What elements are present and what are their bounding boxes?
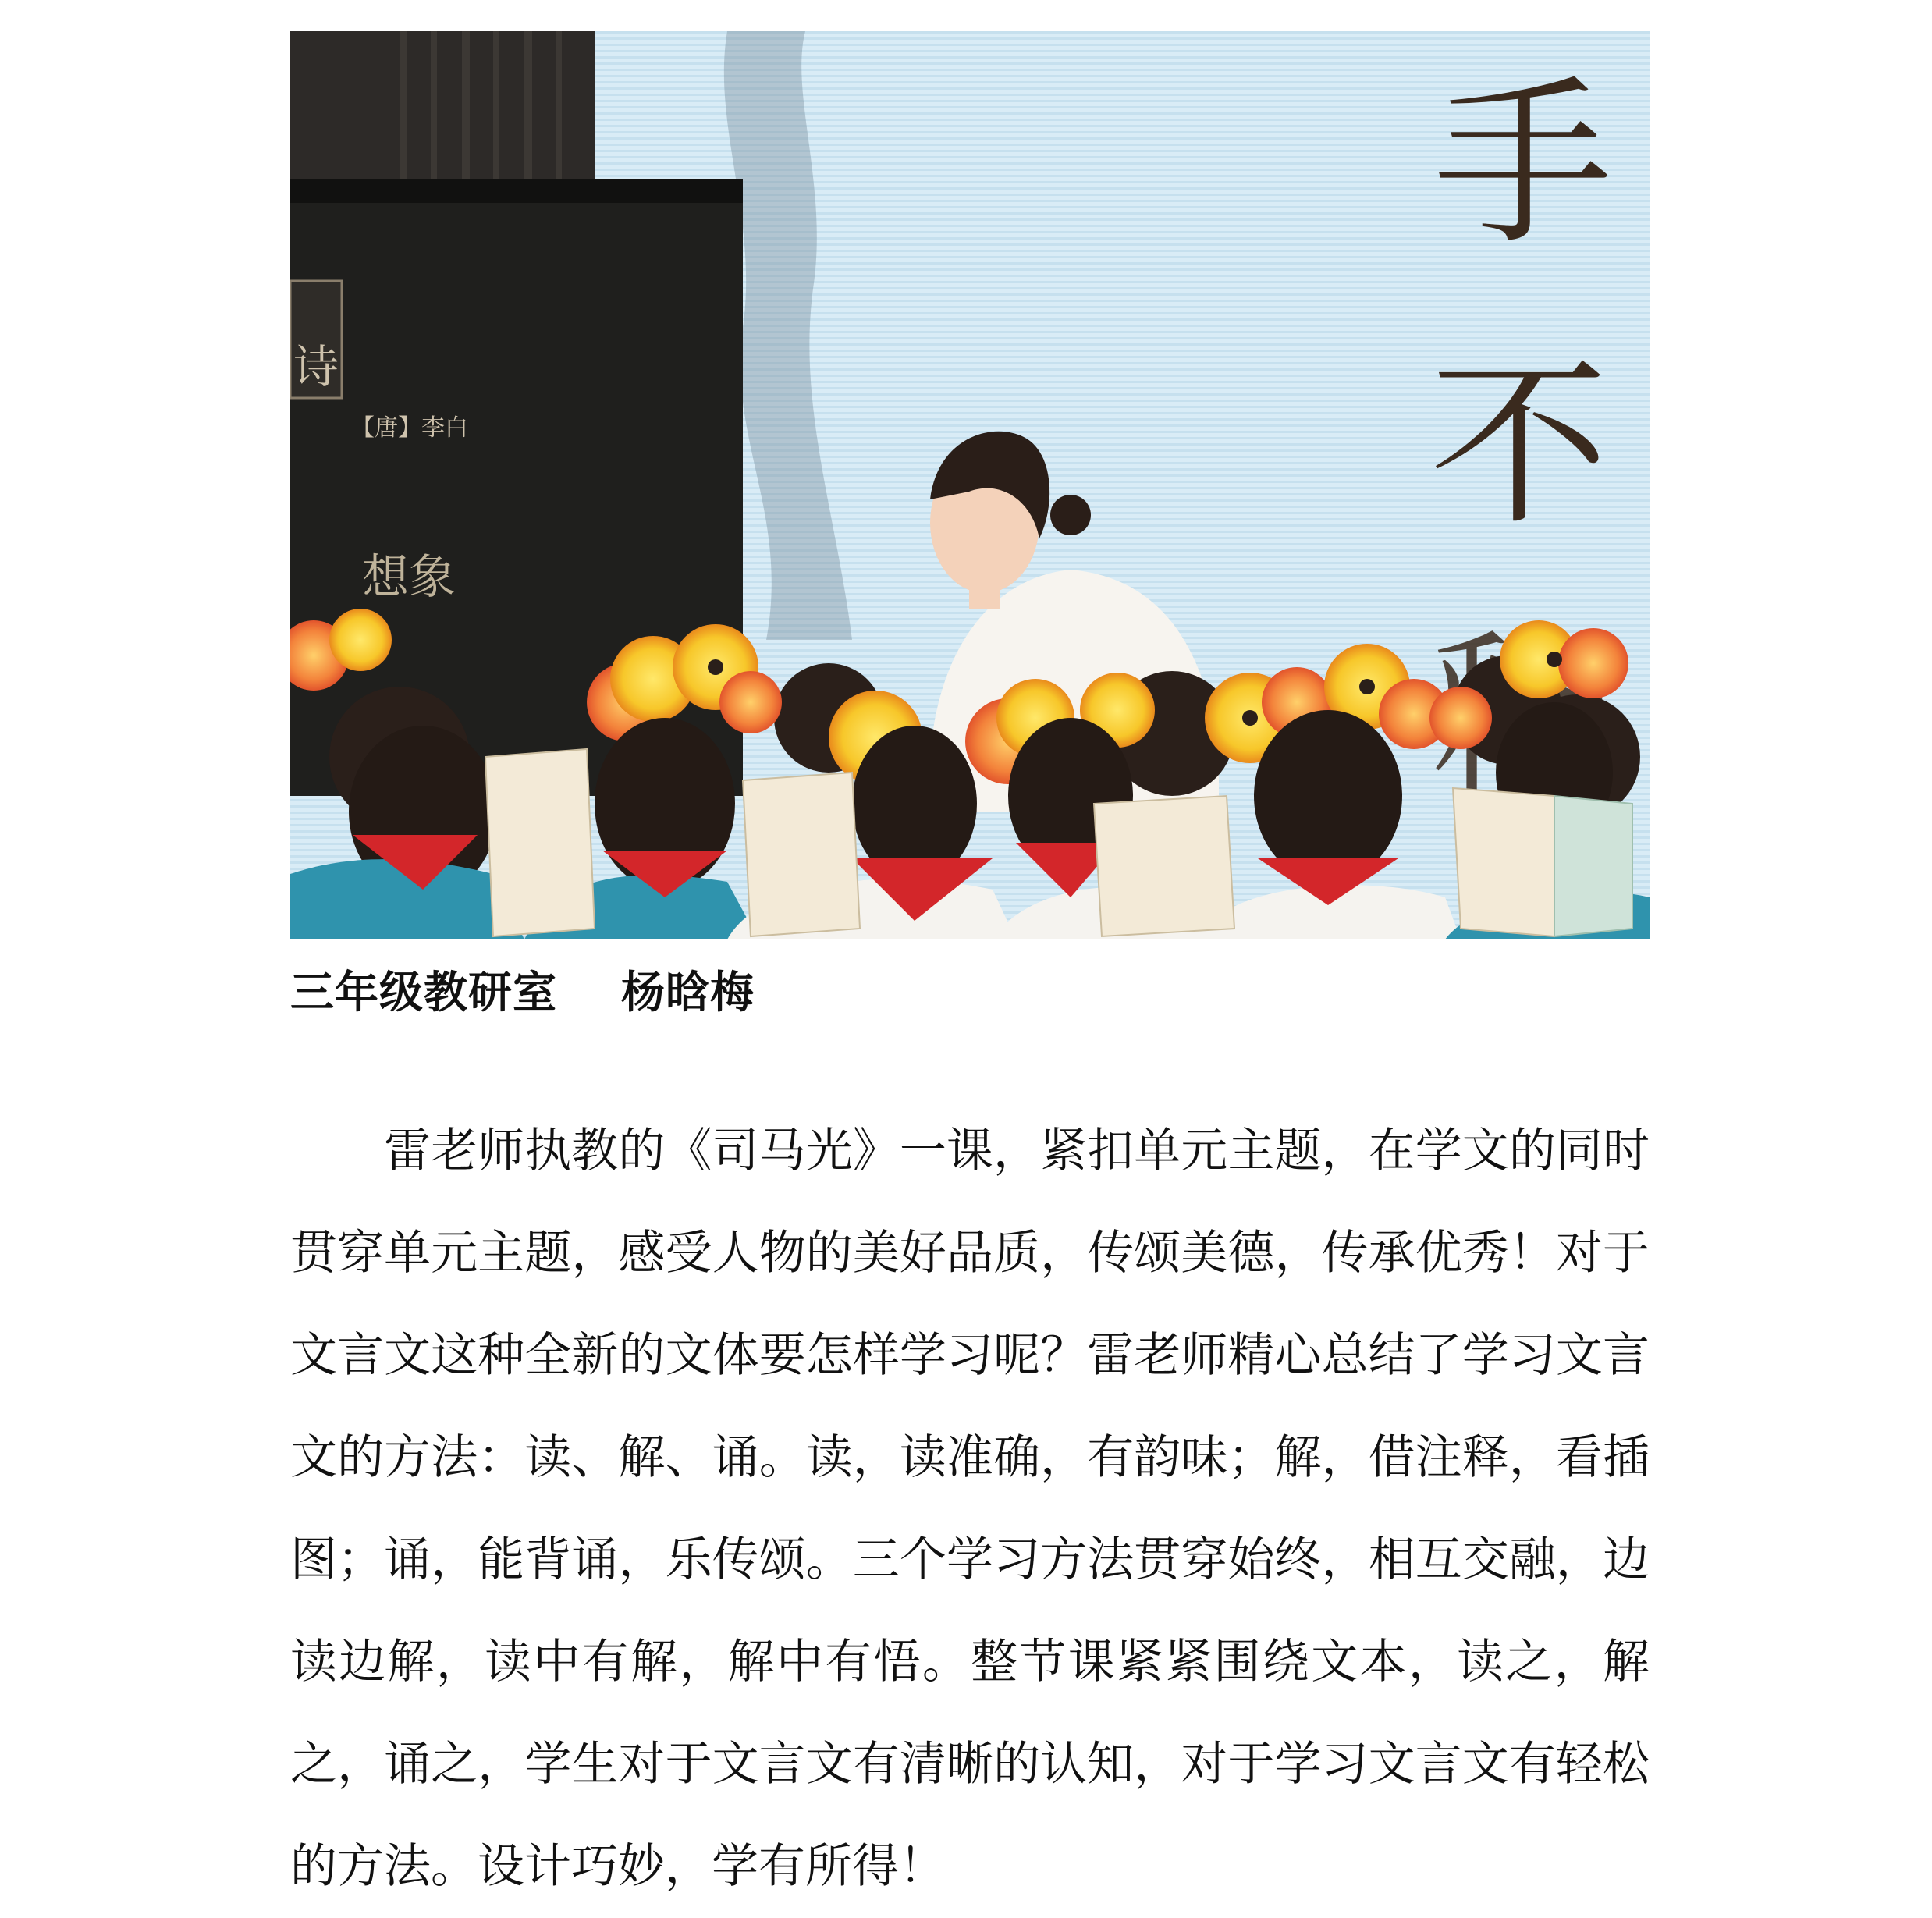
photo-illustration — [290, 31, 1650, 939]
article-body: 雷老师执教的《司马光》一课，紧扣单元主题，在学文的同时贯穿单元主题，感受人物的美好品质，传颂美德，传承优秀！对于文言文这种全新的文体要怎样学习呢？雷老师精心总结了学习文言文的方法：读、解、诵。读，读准确，有韵味；解，借注释，看插图；诵，能背诵，乐传颂。三个学习方法贯穿始终，相互交融，边读边解，读中有解，解中有悟。整节课紧紧围绕文本，读之，解之，诵之，学生对于文言文有清晰的认知，对于学习文言文有轻松的方法。设计巧妙，学有所得！ — [290, 1124, 1650, 1894]
author-line: 三年级教研室 杨晗梅 — [290, 968, 755, 1018]
screen-char-1: 手 — [1433, 61, 1614, 269]
blackboard-word: 想象 — [362, 550, 456, 605]
screen-char-2: 不 — [1429, 342, 1610, 550]
classroom-photo — [290, 31, 1650, 939]
blackboard-title: 诗 — [293, 340, 339, 393]
blackboard-author: 【唐】李白 — [351, 414, 468, 442]
